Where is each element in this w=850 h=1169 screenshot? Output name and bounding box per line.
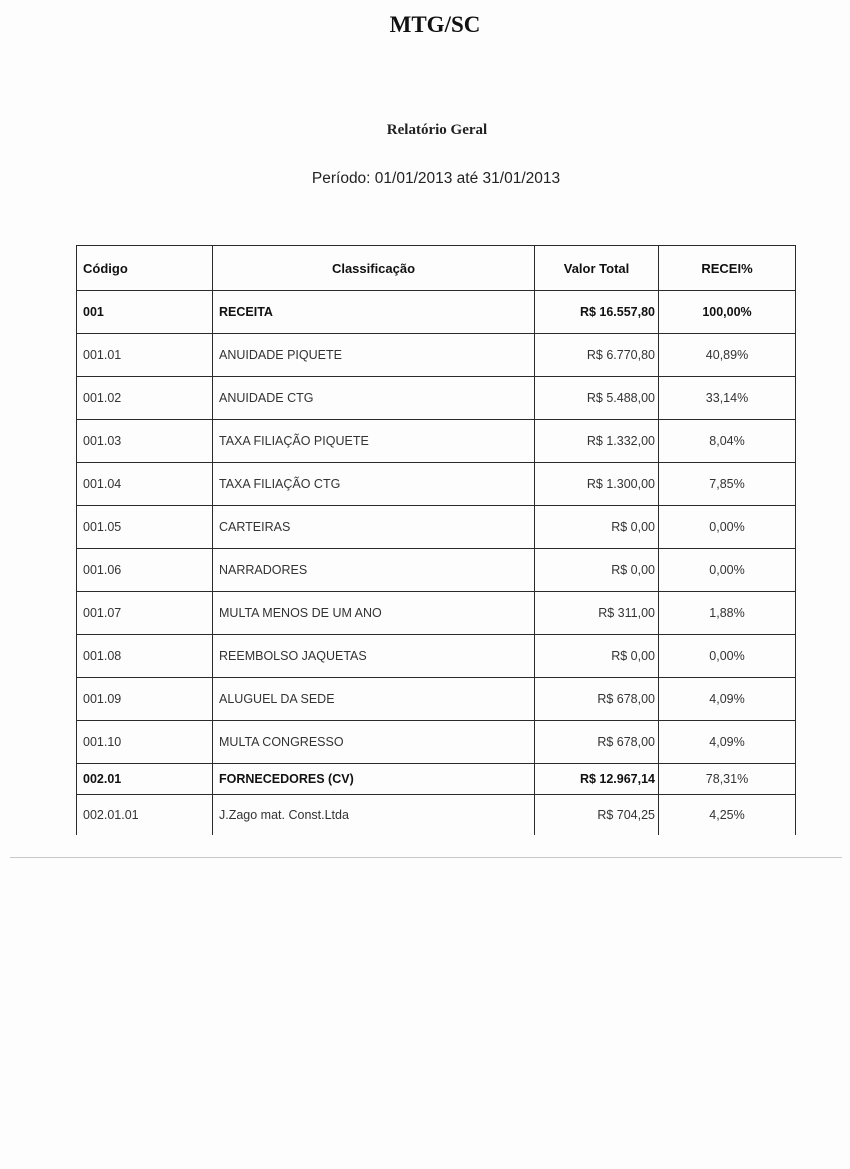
column-header-classification: Classificação [213, 246, 535, 291]
cell-code: 001.09 [77, 678, 213, 721]
cell-classification: NARRADORES [213, 549, 535, 592]
cell-code: 001.07 [77, 592, 213, 635]
cell-code: 001 [77, 291, 213, 334]
cell-code: 001.03 [77, 420, 213, 463]
cell-classification: CARTEIRAS [213, 506, 535, 549]
report-subtitle: Relatório Geral [386, 122, 488, 138]
cell-classification: MULTA CONGRESSO [213, 721, 535, 764]
cell-code: 001.04 [77, 463, 213, 506]
report-title: MTG/SC [389, 12, 481, 37]
cell-code: 002.01 [77, 764, 213, 795]
cell-total-value: R$ 6.770,80 [535, 334, 659, 377]
cell-code: 001.06 [77, 549, 213, 592]
table-row [77, 795, 796, 836]
cell-classification: MULTA MENOS DE UM ANO [213, 592, 535, 635]
cell-total-value: R$ 1.300,00 [535, 463, 659, 506]
table-row [77, 764, 796, 795]
cell-percent: 0,00% [659, 635, 796, 678]
table-header-row [77, 246, 796, 291]
table-row [77, 291, 796, 334]
table-row [77, 377, 796, 420]
cell-total-value: R$ 1.332,00 [535, 420, 659, 463]
cell-percent: 40,89% [659, 334, 796, 377]
cell-total-value: R$ 311,00 [535, 592, 659, 635]
cell-code: 002.01.01 [77, 795, 213, 836]
cell-total-value: R$ 16.557,80 [535, 291, 659, 334]
table-row [77, 334, 796, 377]
cell-classification: ALUGUEL DA SEDE [213, 678, 535, 721]
table-row [77, 463, 796, 506]
report-table [76, 245, 796, 835]
cell-classification: RECEITA [213, 291, 535, 334]
cell-classification: ANUIDADE PIQUETE [213, 334, 535, 377]
table-row [77, 592, 796, 635]
cell-percent: 0,00% [659, 549, 796, 592]
cell-code: 001.05 [77, 506, 213, 549]
cell-total-value: R$ 0,00 [535, 549, 659, 592]
cell-percent: 4,09% [659, 721, 796, 764]
column-header-code: Código [77, 246, 213, 291]
cell-percent: 8,04% [659, 420, 796, 463]
cell-percent: 4,25% [659, 795, 796, 836]
cell-percent: 0,00% [659, 506, 796, 549]
table-row [77, 635, 796, 678]
cell-code: 001.02 [77, 377, 213, 420]
cell-classification: ANUIDADE CTG [213, 377, 535, 420]
table-row [77, 506, 796, 549]
table-row [77, 678, 796, 721]
cell-classification: TAXA FILIAÇÃO PIQUETE [213, 420, 535, 463]
cell-total-value: R$ 5.488,00 [535, 377, 659, 420]
column-header-revenue-percent: RECEI% [659, 246, 796, 291]
column-header-total-value: Valor Total [535, 246, 659, 291]
cell-total-value: R$ 12.967,14 [535, 764, 659, 795]
cell-total-value: R$ 0,00 [535, 635, 659, 678]
table-row [77, 549, 796, 592]
cell-total-value: R$ 678,00 [535, 721, 659, 764]
cell-code: 001.01 [77, 334, 213, 377]
cell-classification: J.Zago mat. Const.Ltda [213, 795, 535, 836]
cell-total-value: R$ 704,25 [535, 795, 659, 836]
cell-classification: REEMBOLSO JAQUETAS [213, 635, 535, 678]
table-row [77, 420, 796, 463]
page-cut-line [10, 857, 842, 858]
cell-code: 001.10 [77, 721, 213, 764]
report-period: Período: 01/01/2013 até 31/01/2013 [311, 170, 561, 187]
cell-percent: 78,31% [659, 764, 796, 795]
cell-total-value: R$ 0,00 [535, 506, 659, 549]
cell-classification: TAXA FILIAÇÃO CTG [213, 463, 535, 506]
cell-percent: 4,09% [659, 678, 796, 721]
cell-code: 001.08 [77, 635, 213, 678]
table-row [77, 721, 796, 764]
cell-percent: 100,00% [659, 291, 796, 334]
cell-total-value: R$ 678,00 [535, 678, 659, 721]
cell-percent: 7,85% [659, 463, 796, 506]
cell-classification: FORNECEDORES (CV) [213, 764, 535, 795]
cell-percent: 1,88% [659, 592, 796, 635]
cell-percent: 33,14% [659, 377, 796, 420]
